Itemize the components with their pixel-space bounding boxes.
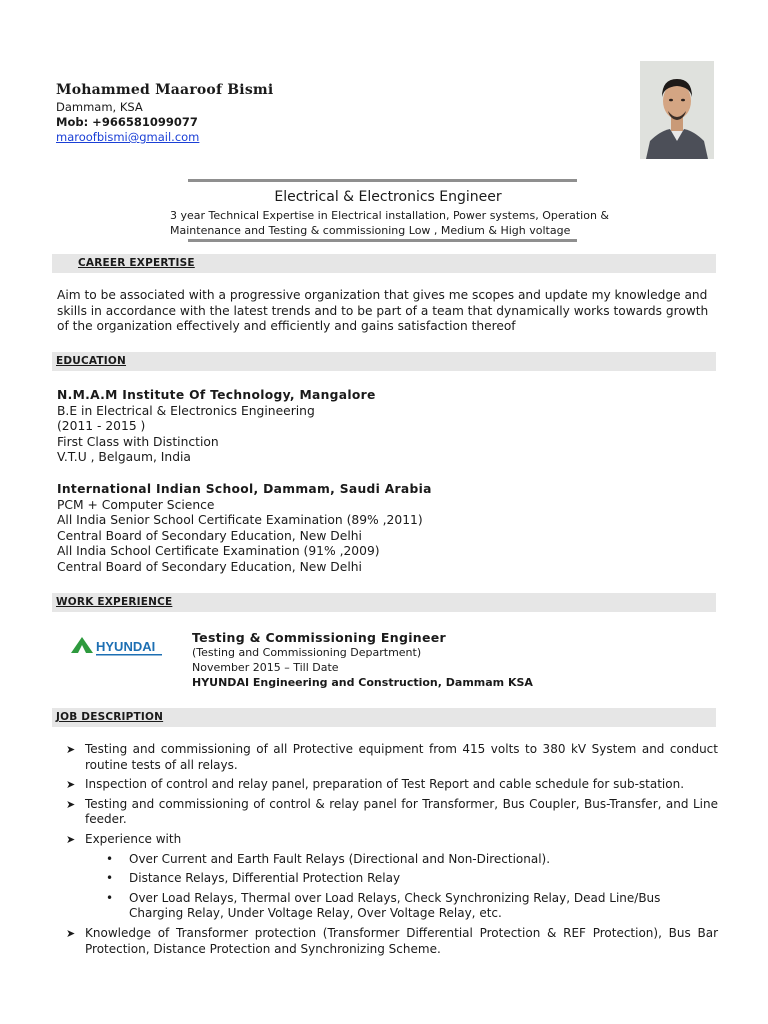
email-link[interactable]: maroofbismi@gmail.com	[56, 130, 200, 144]
section-job-description	[52, 708, 716, 727]
sub-list-item-text: Over Load Relays, Thermal over Load Relays, Check Synchronizing Relay, Dead Line/Bus Charging Relay, Under Voltage Relay, Over Voltage Relay, etc.	[129, 890, 661, 921]
arrow-bullet-icon: ➤	[66, 778, 76, 792]
list-item-text: Knowledge of Transformer protection (Transformer Differential Protection & REF Protection), Bus Bar Protection, Distance Protection and Synchronizing Scheme.	[85, 925, 718, 956]
role-subtitle-line: 3 year Technical Expertise in Electrical installation, Power systems, Operation &	[170, 209, 610, 222]
education-line: Central Board of Secondary Education, New Delhi	[57, 528, 362, 543]
job-department: (Testing and Commissioning Department)	[192, 646, 422, 659]
list-item	[66, 832, 718, 848]
sub-list-item	[66, 891, 718, 922]
education-line: (2011 - 2015 )	[57, 419, 146, 434]
education-line: Central Board of Secondary Education, New Delhi	[57, 559, 362, 574]
list-item-text: Inspection of control and relay panel, preparation of Test Report and cable schedule for sub-station.	[85, 777, 685, 792]
role-subtitle	[170, 208, 640, 238]
hyundai-logo-icon	[70, 634, 170, 660]
job-entry	[192, 630, 533, 690]
education-line: First Class with Distinction	[57, 434, 219, 449]
logo-text: HYUNDAI	[96, 639, 156, 654]
education-line: PCM + Computer Science	[57, 497, 215, 512]
list-item-text: Testing and commissioning of control & relay panel for Transformer, Bus Coupler, Bus-Transfer, and Line feeder.	[85, 796, 718, 827]
title-rule-top	[188, 179, 577, 182]
logo-underline	[96, 654, 162, 656]
section-career	[52, 254, 716, 273]
dot-bullet-icon: •	[106, 871, 114, 886]
list-item	[66, 797, 718, 828]
location: Dammam, KSA	[56, 100, 143, 114]
role-subtitle-line: Maintenance and Testing & commissioning Low , Medium & High voltage	[170, 224, 571, 237]
list-item	[66, 926, 718, 957]
list-item-text: Experience with	[85, 831, 182, 846]
job-title: Testing & Commissioning Engineer	[192, 630, 447, 645]
role-title: Electrical & Electronics Engineer	[274, 189, 502, 205]
sub-list-item	[66, 852, 718, 868]
mobile-number: Mob: +966581099077	[56, 115, 198, 129]
hyundai-logo	[70, 634, 170, 660]
arrow-bullet-icon: ➤	[66, 926, 76, 940]
education-line: All India School Certificate Examination (91% ,2009)	[57, 544, 380, 559]
section-heading: EDUCATION	[56, 355, 127, 367]
education-entry	[57, 482, 432, 576]
list-item-text: Testing and commissioning of all Protective equipment from 415 volts to 380 kV System and conduct routine tests of all relays.	[85, 742, 718, 772]
career-objective: Aim to be associated with a progressive organization that gives me scopes and update my knowledge and skills in accordance with the latest trends and to be part of a team that dynamically works towards growth of the organization effectively and efficiently and gains satisfaction thereof	[57, 288, 709, 334]
dot-bullet-icon: •	[106, 890, 114, 905]
arrow-bullet-icon: ➤	[66, 743, 76, 756]
job-dates: November 2015 – Till Date	[192, 661, 339, 674]
arrow-bullet-icon: ➤	[66, 832, 76, 846]
profile-photo	[640, 61, 714, 159]
sub-list-item-text: Over Current and Earth Fault Relays (Directional and Non-Directional).	[129, 851, 551, 866]
job-company: HYUNDAI Engineering and Construction, Dammam KSA	[192, 676, 533, 689]
education-entry	[57, 388, 376, 466]
sub-list-item-text: Distance Relays, Differential Protection Relay	[129, 871, 401, 886]
section-heading: CAREER EXPERTISE	[78, 257, 195, 269]
candidate-name: Mohammed Maaroof Bismi	[56, 82, 274, 98]
education-line: B.E in Electrical & Electronics Engineering	[57, 403, 315, 418]
institution-name: International Indian School, Dammam, Saudi Arabia	[57, 482, 432, 496]
person-portrait-icon	[640, 61, 714, 159]
list-item	[66, 777, 718, 793]
arrow-bullet-icon: ➤	[66, 797, 76, 811]
sub-list-item	[66, 871, 718, 887]
section-work	[52, 593, 716, 612]
title-rule-bottom	[188, 239, 577, 242]
education-line: V.T.U , Belgaum, India	[57, 450, 191, 465]
education-line: All India Senior School Certificate Examination (89% ,2011)	[57, 513, 423, 528]
dot-bullet-icon: •	[106, 851, 114, 866]
job-description-list	[66, 742, 718, 961]
section-heading: JOB DESCRIPTION	[56, 711, 164, 723]
section-education	[52, 352, 716, 371]
list-item	[66, 742, 718, 773]
institution-name: N.M.A.M Institute Of Technology, Mangalore	[57, 388, 376, 402]
section-heading: WORK EXPERIENCE	[56, 596, 173, 608]
